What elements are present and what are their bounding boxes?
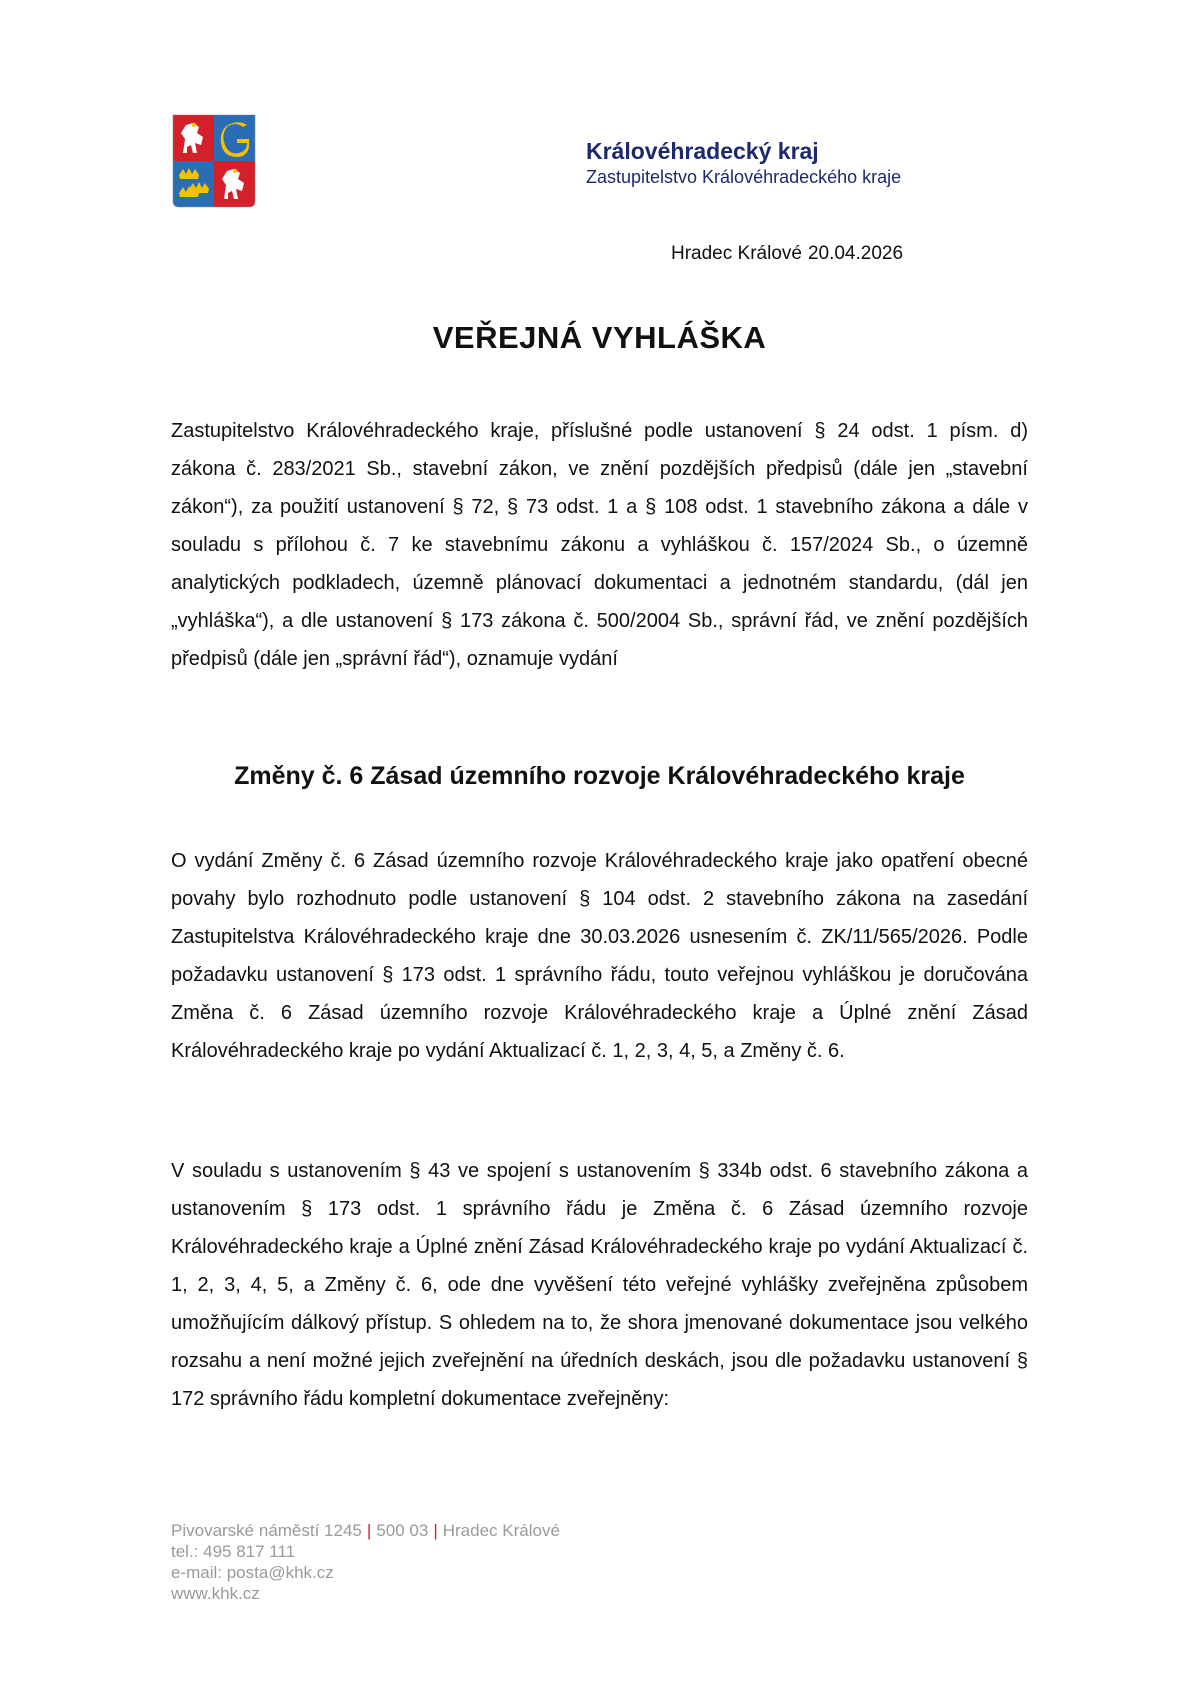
- footer-phone: tel.: 495 817 111: [171, 1542, 296, 1561]
- document-title: VEŘEJNÁ VYHLÁŠKA: [432, 320, 767, 355]
- footer-separator: |: [366, 1521, 372, 1540]
- document-subject: Změny č. 6 Zásad územního rozvoje Královéhradeckého kraje: [234, 762, 965, 790]
- place: Hradec Králové: [671, 243, 802, 264]
- footer-separator: |: [433, 1521, 438, 1540]
- footer-contact: [171, 1520, 560, 1604]
- paragraph-decision: O vydání Změny č. 6 Zásad územního rozvoje Královéhradeckého kraje jako opatření obecné povahy bylo rozhodnuto podle ustanovení § 104 odst. 2 stavebního zákona na zasedání Zastupitelstva Královéhradeckého kraje dne 30.03.2026 usnesením č. ZK/11/565/2026. Podle požadavku ustanovení § 173 odst. 1 správního řádu, touto veřejnou vyhláškou je doručována Změna č. 6 Zásad územního rozvoje Královéhradeckého kraje a Úplné znění Zásad Královéhradeckého kraje po vydání Aktualizací č. 1, 2, 3, 4, 5, a Změny č. 6.: [171, 850, 1028, 1062]
- organization-name: Královéhradecký kraj: [586, 138, 819, 164]
- footer-website[interactable]: www.khk.cz: [171, 1584, 260, 1603]
- paragraph-publication: V souladu s ustanovením § 43 ve spojení s ustanovením § 334b odst. 6 stavebního zákona a ustanovením § 173 odst. 1 správního řádu je Změna č. 6 Zásad územního rozvoje Královéhradeckého kraje a Úplné znění Zásad Královéhradeckého kraje po vydání Aktualizací č. 1, 2, 3, 4, 5, a Změny č. 6, ode dne vyvěšení této veřejné vyhlášky zveřejněna způsobem umožňujícím dálkový přístup. S ohledem na to, že shora jmenované dokumentace jsou velkého rozsahu a není možné jejich zveřejnění na úředních deskách, jsou dle požadavku ustanovení § 172 správního řádu kompletní dokumentace zveřejněny:: [171, 1160, 1028, 1410]
- date: 20.04.2026: [807, 243, 904, 264]
- footer-city: Hradec Králové: [442, 1521, 560, 1540]
- coat-of-arms-icon: [171, 113, 257, 209]
- organization-subtitle: Zastupitelstvo Královéhradeckého kraje: [586, 167, 902, 187]
- header-organization: [586, 137, 901, 189]
- paragraph-intro: Zastupitelstvo Královéhradeckého kraje, příslušné podle ustanovení § 24 odst. 1 písm. d) zákona č. 283/2021 Sb., stavební zákon, ve znění pozdějších předpisů (dále jen „stavební zákon“), za použití ustanovení § 72, § 73 odst. 1 a § 108 odst. 1 stavebního zákona a dále v souladu s přílohou č. 7 ke stavebnímu zákonu a vyhláškou č. 157/2024 Sb., o územně analytických podkladech, územně plánovací dokumentaci a jednotném standardu, (dál jen „vyhláška“), a dle ustanovení § 173 zákona č. 500/2004 Sb., správní řád, ve znění pozdějších předpisů (dále jen „správní řád“), oznamuje vydání: [171, 420, 1028, 670]
- footer-address: [171, 1520, 560, 1541]
- footer-zip: 500 03: [376, 1521, 429, 1540]
- footer-street: Pivovarské náměstí 1245: [171, 1521, 362, 1540]
- footer-email[interactable]: e-mail: posta@khk.cz: [171, 1563, 334, 1582]
- place-and-date: [671, 242, 903, 266]
